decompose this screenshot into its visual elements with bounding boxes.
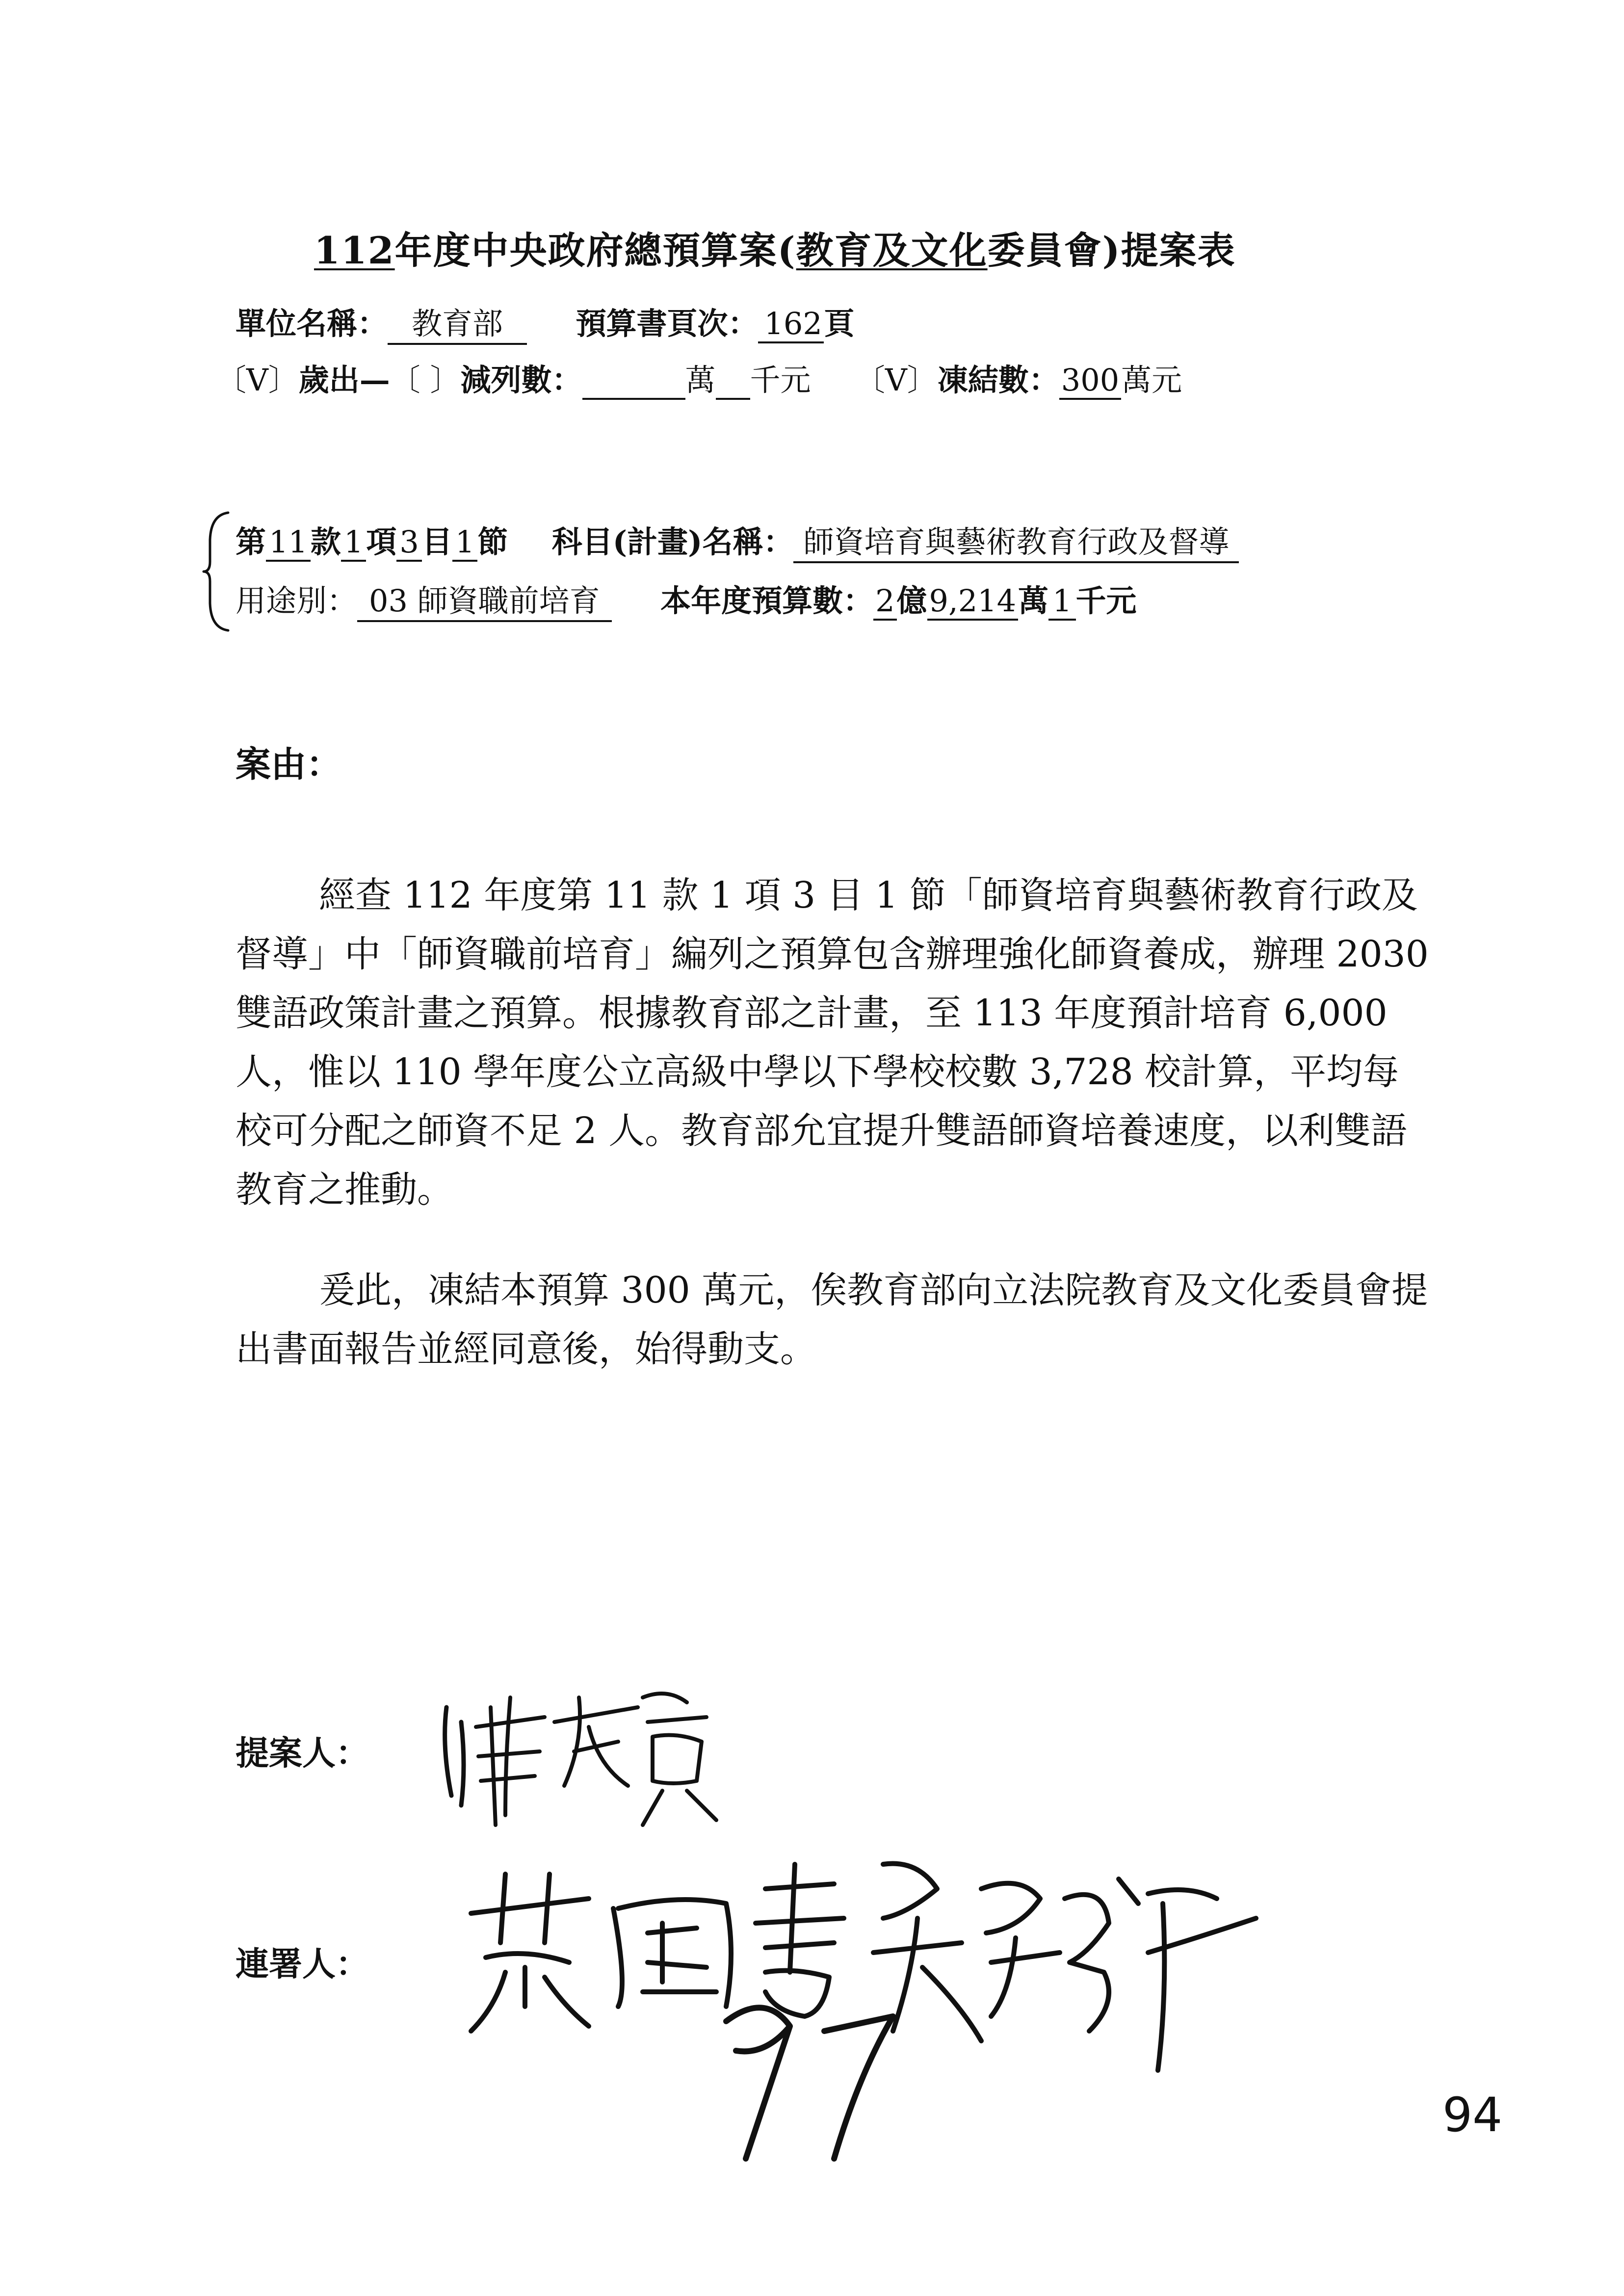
title-year: 112 bbox=[314, 229, 395, 272]
item-bracket bbox=[201, 510, 231, 633]
subject-value: 師資培育與藝術教育行政及督導 bbox=[793, 518, 1239, 563]
cosigner-label: 連署人： bbox=[236, 1945, 369, 1984]
title-suffix: 委員會)提案表 bbox=[987, 229, 1236, 272]
item-mu-value: 3 bbox=[396, 524, 421, 562]
budget-yi-value: 2 bbox=[873, 583, 896, 621]
budget-wan-value: 9,214 bbox=[927, 583, 1019, 621]
item-kuan-value: 11 bbox=[266, 524, 311, 562]
item-di: 第 bbox=[236, 524, 266, 560]
use-label: 用途別： bbox=[236, 583, 358, 619]
item-jie-value: 1 bbox=[452, 524, 477, 562]
reduce-wan-unit: 萬 bbox=[685, 362, 716, 398]
proposer-label: 提案人： bbox=[236, 1734, 369, 1773]
page-ref-value: 162 bbox=[758, 306, 824, 343]
reason-paragraph-1 bbox=[236, 866, 1433, 1219]
title-committee: 教育及文化 bbox=[796, 229, 988, 272]
reason-text-1: 經查 112 年度第 11 款 1 項 3 目 1 節「師資培育與藝術教育行政及督導」中「師資職前培育」編列之預算包含辦理強化師資養成，辦理 2030 雙語政策計畫之預算。根據教育部之計畫，至 113 年度預計培育 6,000 人，惟以 110 學年度公立高級中學以下學校校數 3,728 校計算，平均每校可分配之師資不足 2 人。教育部允宜提升雙語師資培養速度，以利雙語教育之推動。 bbox=[236, 874, 1429, 1211]
reason-paragraph-2 bbox=[236, 1261, 1433, 1379]
proposer-signature bbox=[432, 1668, 736, 1835]
item-xiang-label: 項 bbox=[366, 524, 397, 560]
reduce-qian-blank bbox=[716, 362, 750, 400]
reason-label: 案由： bbox=[236, 743, 342, 785]
budget-label: 本年度預算數： bbox=[660, 583, 874, 619]
unit-line bbox=[236, 299, 854, 345]
title-prefix: 年度中央政府總預算案( bbox=[394, 229, 796, 272]
page-ref-label: 預算書頁次： bbox=[576, 306, 759, 341]
item-kuan-label: 款 bbox=[310, 524, 341, 560]
subject-label: 科目(計畫)名稱： bbox=[551, 524, 794, 560]
page-title bbox=[314, 221, 1236, 274]
freeze-unit: 萬元 bbox=[1121, 362, 1182, 398]
item-mu-label: 目 bbox=[421, 524, 452, 560]
page-ref-unit: 頁 bbox=[824, 306, 855, 341]
budget-qian-value: 1 bbox=[1048, 583, 1075, 621]
use-value: 03 師資職前培育 bbox=[357, 576, 612, 622]
reduce-check: 〔 〕 bbox=[390, 362, 461, 398]
reason-text-2: 爰此，凍結本預算 300 萬元，俟教育部向立法院教育及文化委員會提出書面報告並經同意後，始得動支。 bbox=[236, 1269, 1428, 1370]
expenditure-kind: 歲出— bbox=[298, 362, 390, 398]
budget-qian-label: 千元 bbox=[1075, 583, 1137, 619]
unit-value: 教育部 bbox=[388, 299, 527, 345]
reduce-wan-blank bbox=[582, 362, 685, 400]
use-line bbox=[236, 576, 1137, 622]
item-xiang-value: 1 bbox=[341, 524, 366, 562]
item-line bbox=[236, 518, 1239, 563]
reduce-label: 減列數： bbox=[460, 362, 582, 398]
page-number: 94 bbox=[1442, 2087, 1503, 2142]
expenditure-line bbox=[216, 356, 1182, 400]
freeze-label: 凍結數： bbox=[937, 362, 1059, 398]
budget-yi-label: 億 bbox=[896, 583, 927, 619]
budget-wan-label: 萬 bbox=[1018, 583, 1049, 619]
reduce-qian-unit: 千元 bbox=[750, 362, 811, 398]
item-jie-label: 節 bbox=[477, 524, 508, 560]
cosigner-signatures bbox=[451, 1845, 1266, 2188]
freeze-value: 300 bbox=[1059, 362, 1121, 400]
freeze-check: 〔V〕 bbox=[855, 362, 938, 398]
unit-label: 單位名稱： bbox=[236, 306, 388, 341]
expenditure-check: 〔V〕 bbox=[216, 362, 299, 398]
